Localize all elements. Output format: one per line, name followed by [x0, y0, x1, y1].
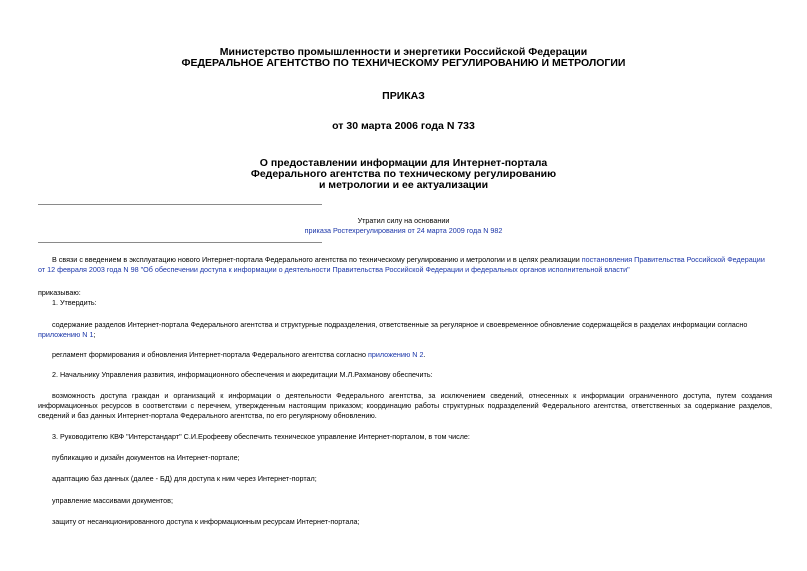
- paragraph-2a-line-1: возможность доступа граждан и организаций к информации о деятельности Федерального агентства, за исключением сведений, отнесенных к информации ограниченного доступа, путем создания: [52, 391, 772, 400]
- paragraph-1: 1. Утвердить:: [52, 298, 97, 307]
- paragraph-1b-end: .: [423, 350, 426, 359]
- bottom-divider: [38, 242, 322, 243]
- paragraph-3a: публикацию и дизайн документов на Интернет-портале;: [52, 453, 240, 462]
- orders-text: приказываю:: [38, 288, 81, 297]
- paragraph-1a-text: содержание разделов Интернет-портала Федерального агентства и структурные подразделения, ответственные за регулярное и своевременное обновление содержащейся в разделах информации согласно: [52, 320, 748, 329]
- paragraph-1a: [38, 320, 772, 340]
- paragraph-1b: [52, 350, 425, 360]
- paragraph-3: 3. Руководителю КВФ "Интерстандарт" С.И.Ерофееву обеспечить техническое управление Интернет-порталом, в том числе:: [52, 432, 470, 441]
- status-link[interactable]: приказа Ростехрегулирования от 24 марта 2009 года N 982: [304, 226, 503, 235]
- paragraph-3d: защиту от несанкционированного доступа к информационным ресурсам Интернет-портала;: [52, 517, 360, 526]
- paragraph-2a-line-3: сведений и баз данных Интернет-портала Федерального агентства, по его регулярному обновлению.: [38, 411, 377, 420]
- document-date-number: от 30 марта 2006 года N 733: [332, 120, 475, 132]
- paragraph-3b: адаптацию баз данных (далее - БД) для доступа к ним через Интернет-портал;: [52, 474, 317, 483]
- appendix-1-link[interactable]: приложению N 1: [38, 330, 94, 339]
- document-title-line-1: О предоставлении информации для Интернет-портала: [259, 157, 548, 169]
- government-decree-link[interactable]: постановления Правительства Российской Федерации: [581, 255, 765, 264]
- preamble-text: В связи с введением в эксплуатацию нового Интернет-портала Федерального агентства по техническому регулированию и метрологии и в целях реализации: [52, 255, 582, 264]
- preamble-line-1: [52, 255, 772, 265]
- appendix-2-link[interactable]: приложению N 2: [368, 350, 424, 359]
- paragraph-1b-text: регламент формирования и обновления Интернет-портала Федерального агентства согласно: [52, 350, 368, 359]
- paragraph-1a-end: ;: [93, 330, 96, 339]
- status-text: Утратил силу на основании: [357, 216, 450, 225]
- status-line: [0, 226, 807, 236]
- ministry-name: Министерство промышленности и энергетики Российской Федерации: [219, 46, 588, 58]
- top-divider: [38, 204, 322, 205]
- paragraph-2a-line-2: информационных ресурсов в соответствии с перечнем, утвержденным настоящим приказом; координацию работы структурных подразделений Федерального агентства, ответственных за содержание разделов,: [38, 401, 772, 410]
- agency-name: ФЕДЕРАЛЬНОЕ АГЕНТСТВО ПО ТЕХНИЧЕСКОМУ РЕГУЛИРОВАНИЮ И МЕТРОЛОГИИ: [181, 57, 626, 69]
- document-title-line-3: и метрологии и ее актуализации: [318, 179, 489, 191]
- government-decree-link-cont[interactable]: от 12 февраля 2003 года N 98 "Об обеспечении доступа к информации о деятельности Правительства Российской Федерации и федеральных органов исполнительной власти": [38, 265, 630, 274]
- paragraph-2: 2. Начальнику Управления развития, информационного обеспечения и аккредитации М.Л.Рахманову обеспечить:: [52, 370, 433, 379]
- document-type: ПРИКАЗ: [382, 90, 425, 102]
- document-title-line-2: Федерального агентства по техническому регулированию: [250, 168, 557, 180]
- paragraph-3c: управление массивами документов;: [52, 496, 173, 505]
- preamble-line-2: [38, 265, 772, 275]
